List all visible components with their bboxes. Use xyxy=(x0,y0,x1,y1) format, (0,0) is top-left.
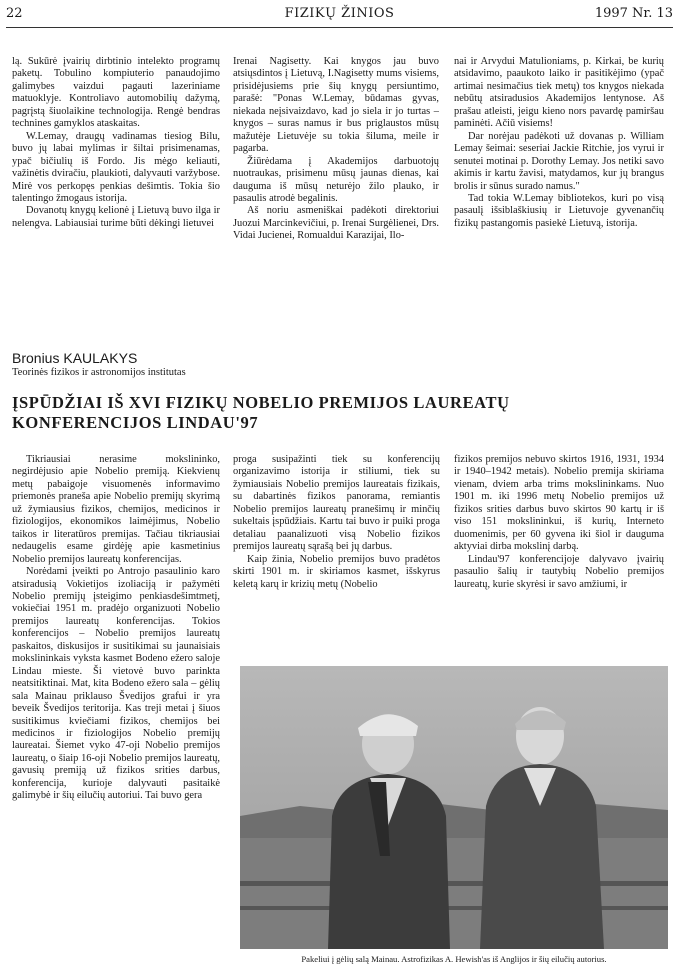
paragraph: Aš noriu asmeniškai padėkoti direktoriui Juozui Marcinkevičiui, p. Irenai Surgėlienei, Drs. Vidai Jucienei, Romualdui Karazijai, Ilo- xyxy=(233,205,439,242)
article-title-line-1: ĮSPŪDŽIAI IŠ XVI FIZIKŲ NOBELIO PREMIJOS LAUREATŲ xyxy=(12,393,510,412)
page-number: 22 xyxy=(6,6,23,21)
author-affiliation: Teorinės fizikos ir astronomijos institutas xyxy=(12,367,186,378)
article-column-1 xyxy=(12,454,220,974)
issue-number: 1997 Nr. 13 xyxy=(594,6,673,21)
paragraph: proga susipažinti tiek su konferencijų organizavimo istorija ir stiliumi, tiek su žymiausiais Nobelio premijos laureatais fizikais, su dabartinės fizikos panorama, remiantis Nobelio premijos laureatų pranešimų ir minčių sukeltais įspūdžiais. Kartu tai buvo ir puiki proga detaliau paanalizuoti visą Nobelio fizikos premijos laureatų sąrašą bei jų darbus. xyxy=(233,454,440,553)
paragraph: Lindau'97 konferencijoje dalyvavo įvairių pasaulio šalių ir tautybių Nobelio premijos laureatų, kurie skyrėsi ir savo amžiumi, ir xyxy=(454,553,664,590)
paragraph: lą. Sukūrė įvairių dirbtinio intelekto programų paketų. Tobulino kompiuterio panaudojimo galimybes vaizdui pagauti lazeriniame matuoklyje. Kontroliavo automobilių dažymą, pagrįstą šiuolaikine technologija. Rengė bendras technines gamyklos ataskaitas. xyxy=(12,56,220,130)
paragraph: Tikriausiai nerasime mokslininko, negirdėjusio apie Nobelio premiją. Kiekvienų metų pabaigoje visuomenės informavimo priemonės praneša apie Nobelio premijų skyrimą už žymiausius fizikos, chemijos, medicinos ir fiziologijos, ekonomikos laimėjimus, Nobelio taikos ir literatūros premijas. Tačiau tikriausiai nedaugelis esame girdėję apie kasmetinius Nobelio premijos laureatų konferencijas. xyxy=(12,454,220,565)
article-column-3 xyxy=(454,454,664,662)
top-column-2 xyxy=(233,56,439,346)
article-author xyxy=(12,350,137,366)
photo-illustration xyxy=(240,666,668,949)
article-photo xyxy=(240,666,668,949)
paragraph: fizikos premijos nebuvo skirtos 1916, 1931, 1934 ir 1940–1942 metais). Nobelio premija skiriama vienam, dviem arba trims mokslininkams. Nuo 1901 m. iki 1996 metų Nobelio premijos už fizikos srities darbus buvo skirtos 90 kartų ir iš viso 151 mokslininkui, iš kurių, Interneto duomenimis, per 60 gyvena iki šiol ir dauguma aktyviai dirba mokslinį darbą. xyxy=(454,454,664,553)
paragraph: Dar norėjau padėkoti už dovanas p. William Lemay šeimai: seseriai Jackie Ritchie, jos vyrui ir senutei motinai p. Dorothy Lemay. Jos netiki savo akimis ir kartu žavisi, matydamos, kur jų brangus brolis ir sūnus surado namus." xyxy=(454,130,664,192)
header-rule xyxy=(6,27,673,28)
paragraph: Kaip žinia, Nobelio premijos buvo pradėtos skirti 1901 m. ir skiriamos kasmet, išskyrus keletą karų ir krizių metų (Nobelio xyxy=(233,553,440,590)
paragraph: Dovanotų knygų kelionė į Lietuvą buvo ilga ir nelengva. Labiausiai turime būti dėkingi lietuvei xyxy=(12,205,220,229)
author-first-name: Bronius xyxy=(12,350,60,366)
article-column-2 xyxy=(233,454,440,662)
paragraph: nai ir Arvydui Matulioniams, p. Kirkai, be kurių atsidavimo, paaukoto laiko ir pasitikėjimo (ypač artimai nesimačius tiek metų) tos knygos niekada nebūtų atsiradusios Akademijos lentynose. Aš prašau atleisti, jeigu kieno nors pavardę pamiršau paminėti. Ačiū visiems! xyxy=(454,56,664,130)
photo-caption: Pakeliui į gėlių salą Mainau. Astrofizikas A. Hewish'as iš Anglijos ir šių eilučių autorius. xyxy=(301,954,607,964)
article-title xyxy=(12,393,667,433)
paragraph: Norėdami įveikti po Antrojo pasaulinio karo atsiradusią Vokietijos izoliaciją ir pažymėti Nobelio premijų įsteigimo penkiasdešimtmetį, vokiečiai 1951 m. pradėjo organizuoti Nobelio premijos laureatų konferencijas. Tokios konferencijos – Nobelio premijos laureatų paskaitos, diskusijos ir susitikimai su jaunaisiais mokslininkais vyksta kasmet Bodeno ežero saloje Lindau mieste. Ši vietovė buvo parinkta neatsitiktinai. Mat, kita Bodeno ežero sala – gėlių sala Mainau priklauso Švedijos grafui ir yra beveik Švedijos teritorija. Kas treji metai į šiuos susitikimus kviečiami fizikos, chemijos bei medicinos ir fiziologijos Nobelio premijų laureatai. Šiemet vyko 47-oji Nobelio premijos laureatų, o šiaip 16-oji Nobelio premijos laureatų, gavusių premiją už fizikos srities darbus, konferencija, kurioje dalyvauti pasitaikė galimybė ir šių eilučių autoriui. Tai buvo gera xyxy=(12,566,220,802)
paragraph: W.Lemay, draugų vadinamas tiesiog Bilu, buvo jų labai mylimas ir šiltai prisimenamas, ypač bičiulių iš Fordo. Jis mėgo keliauti, važinėtis dviračiu, plaukioti, dalyvauti varžybose. Mirė vos perkopęs penkias dešimtis. Tokia šio talentingo žmogaus istorija. xyxy=(12,130,220,204)
author-last-name: KAULAKYS xyxy=(63,350,138,366)
top-column-1 xyxy=(12,56,220,346)
article-title-line-2: KONFERENCIJOS LINDAU'97 xyxy=(12,413,259,432)
paragraph: Tad tokia W.Lemay bibliotekos, kuri po visą pasaulį išsiblaškiusių ir Lietuvoje gyvenančių fizikų pastangomis pasiekė Lietuvą, istorija. xyxy=(454,192,664,229)
paragraph: Žiūrėdama į Akademijos darbuotojų nuotraukas, prisimenu mūsų jaunas dienas, kai dauguma iš mūsų neturėjo žilo plauko, ir pasaulis atrodė begalinis. xyxy=(233,155,439,204)
paragraph: Irenai Nagisetty. Kai knygos jau buvo atsiųsdintos į Lietuvą, I.Nagisetty mums visiems, prisidėjusiems prie šių knygų persiuntimo, parašė: "Ponas W.Lemay, būdamas gyvas, niekada neįsivaizdavo, kad jo siela ir jo turtas – knygos – suras namus ir bus priglaustos mūsų mažutėje Lietuvėje su tokia šiluma, meile ir pagarba. xyxy=(233,56,439,155)
journal-name: FIZIKŲ ŽINIOS xyxy=(284,6,395,21)
running-header xyxy=(6,4,673,24)
top-column-3 xyxy=(454,56,664,346)
